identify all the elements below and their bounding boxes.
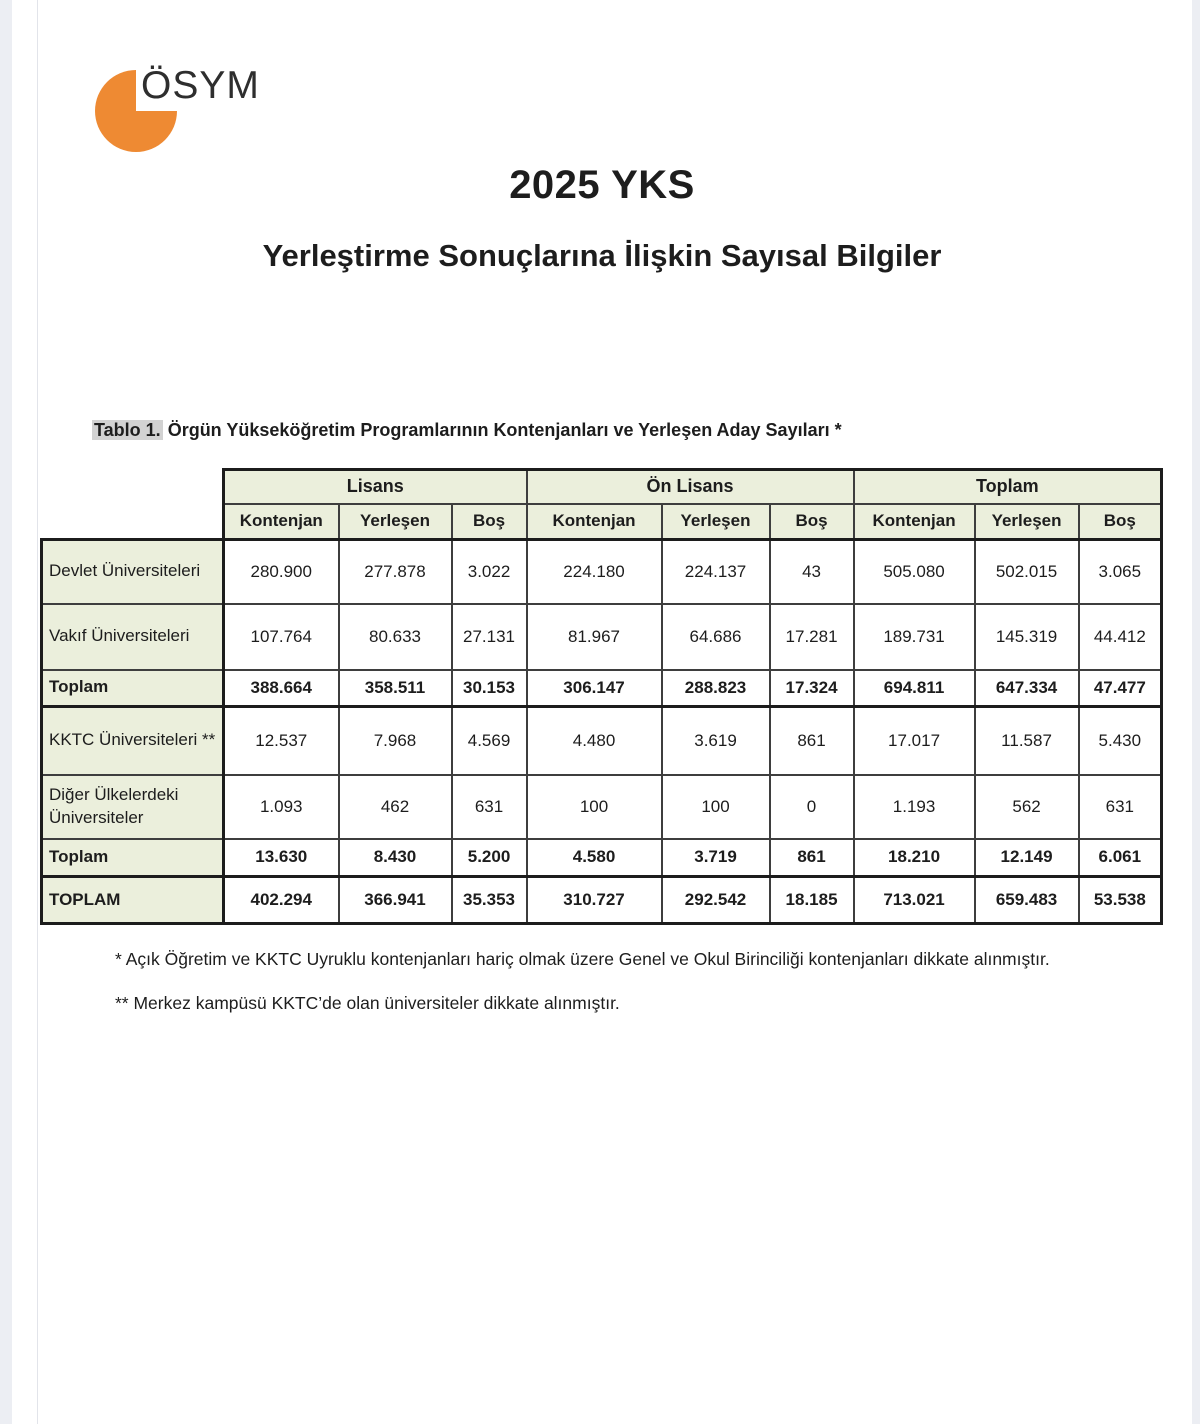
- value-cell: 35.353: [452, 877, 527, 924]
- value-cell: 8.430: [339, 839, 452, 877]
- value-cell: 12.149: [975, 839, 1079, 877]
- value-cell: 100: [527, 775, 662, 839]
- value-cell: 27.131: [452, 604, 527, 670]
- value-cell: 224.137: [662, 540, 770, 604]
- value-cell: 505.080: [854, 540, 975, 604]
- value-cell: 358.511: [339, 670, 452, 707]
- col-header-yerlesen: Yerleşen: [662, 504, 770, 540]
- value-cell: 64.686: [662, 604, 770, 670]
- value-cell: 1.193: [854, 775, 975, 839]
- col-header-kontenjan: Kontenjan: [527, 504, 662, 540]
- value-cell: 4.580: [527, 839, 662, 877]
- table-caption-label: Tablo 1.: [94, 420, 161, 440]
- row-label-cell: KKTC Üniversiteleri **: [42, 707, 224, 775]
- value-cell: 562: [975, 775, 1079, 839]
- value-cell: 502.015: [975, 540, 1079, 604]
- value-cell: 47.477: [1079, 670, 1162, 707]
- value-cell: 861: [770, 707, 854, 775]
- value-cell: 1.093: [224, 775, 339, 839]
- value-cell: 306.147: [527, 670, 662, 707]
- table-row: [42, 707, 1162, 775]
- table-row: [42, 540, 1162, 604]
- value-cell: 292.542: [662, 877, 770, 924]
- value-cell: 6.061: [1079, 839, 1162, 877]
- value-cell: 713.021: [854, 877, 975, 924]
- blank-corner-cell: [42, 470, 224, 504]
- page-title: 2025 YKS: [509, 163, 695, 207]
- osym-logo: [95, 62, 355, 154]
- value-cell: 100: [662, 775, 770, 839]
- group-header-toplam: Toplam: [854, 470, 1162, 504]
- value-cell: 17.324: [770, 670, 854, 707]
- value-cell: 145.319: [975, 604, 1079, 670]
- value-cell: 277.878: [339, 540, 452, 604]
- value-cell: 80.633: [339, 604, 452, 670]
- value-cell: 694.811: [854, 670, 975, 707]
- row-label-cell: Diğer Ülkelerdeki Üniversiteler: [42, 775, 224, 839]
- table-row: [42, 839, 1162, 877]
- col-header-kontenjan: Kontenjan: [224, 504, 339, 540]
- table-row: [42, 775, 1162, 839]
- value-cell: 861: [770, 839, 854, 877]
- value-cell: 12.537: [224, 707, 339, 775]
- value-cell: 3.022: [452, 540, 527, 604]
- value-cell: 631: [1079, 775, 1162, 839]
- placement-table-wrapper: [40, 468, 1163, 925]
- value-cell: 53.538: [1079, 877, 1162, 924]
- value-cell: 30.153: [452, 670, 527, 707]
- value-cell: 81.967: [527, 604, 662, 670]
- osym-logo-text: ÖSYM: [141, 64, 260, 107]
- value-cell: 659.483: [975, 877, 1079, 924]
- value-cell: 189.731: [854, 604, 975, 670]
- col-header-kontenjan: Kontenjan: [854, 504, 975, 540]
- value-cell: 17.281: [770, 604, 854, 670]
- value-cell: 647.334: [975, 670, 1079, 707]
- table-caption: [92, 420, 1142, 441]
- value-cell: 18.210: [854, 839, 975, 877]
- row-label-cell: TOPLAM: [42, 877, 224, 924]
- value-cell: 310.727: [527, 877, 662, 924]
- document-page: [12, 0, 1192, 1424]
- value-cell: 107.764: [224, 604, 339, 670]
- value-cell: 224.180: [527, 540, 662, 604]
- row-label-cell: Toplam: [42, 670, 224, 707]
- page-subtitle: Yerleştirme Sonuçlarına İlişkin Sayısal Bilgiler: [262, 238, 942, 273]
- value-cell: 11.587: [975, 707, 1079, 775]
- row-label-cell: Devlet Üniversiteleri: [42, 540, 224, 604]
- group-header-row: [42, 470, 1162, 504]
- col-header-yerlesen: Yerleşen: [975, 504, 1079, 540]
- table-row: [42, 670, 1162, 707]
- placement-table: [40, 468, 1163, 925]
- value-cell: 3.065: [1079, 540, 1162, 604]
- value-cell: 3.619: [662, 707, 770, 775]
- group-header-lisans: Lisans: [224, 470, 527, 504]
- value-cell: 43: [770, 540, 854, 604]
- col-header-bos: Boş: [452, 504, 527, 540]
- value-cell: 5.430: [1079, 707, 1162, 775]
- value-cell: 631: [452, 775, 527, 839]
- table-body: [42, 540, 1162, 924]
- col-header-bos: Boş: [1079, 504, 1162, 540]
- row-label-cell: Vakıf Üniversiteleri: [42, 604, 224, 670]
- value-cell: 4.569: [452, 707, 527, 775]
- value-cell: 388.664: [224, 670, 339, 707]
- group-header-onlisans: Ön Lisans: [527, 470, 854, 504]
- value-cell: 402.294: [224, 877, 339, 924]
- value-cell: 4.480: [527, 707, 662, 775]
- table-caption-text: Örgün Yükseköğretim Programlarının Kontenjanları ve Yerleşen Aday Sayıları *: [162, 420, 842, 440]
- sub-header-row: [42, 504, 1162, 540]
- value-cell: 3.719: [662, 839, 770, 877]
- row-label-cell: Toplam: [42, 839, 224, 877]
- value-cell: 0: [770, 775, 854, 839]
- col-header-bos: Boş: [770, 504, 854, 540]
- table-header: [42, 470, 1162, 540]
- blank-corner-cell: [42, 504, 224, 540]
- value-cell: 280.900: [224, 540, 339, 604]
- table-row: [42, 604, 1162, 670]
- footnotes: [115, 946, 1055, 1035]
- value-cell: 18.185: [770, 877, 854, 924]
- col-header-yerlesen: Yerleşen: [339, 504, 452, 540]
- value-cell: 17.017: [854, 707, 975, 775]
- table-row: [42, 877, 1162, 924]
- value-cell: 462: [339, 775, 452, 839]
- value-cell: 44.412: [1079, 604, 1162, 670]
- value-cell: 7.968: [339, 707, 452, 775]
- value-cell: 13.630: [224, 839, 339, 877]
- value-cell: 288.823: [662, 670, 770, 707]
- value-cell: 366.941: [339, 877, 452, 924]
- footnote-2: ** Merkez kampüsü KKTC’de olan üniversiteler dikkate alınmıştır.: [115, 993, 620, 1014]
- footnote-1: * Açık Öğretim ve KKTC Uyruklu kontenjanları hariç olmak üzere Genel ve Okul Birinciliği kontenjanları dikkate alınmıştır.: [115, 949, 1050, 969]
- value-cell: 5.200: [452, 839, 527, 877]
